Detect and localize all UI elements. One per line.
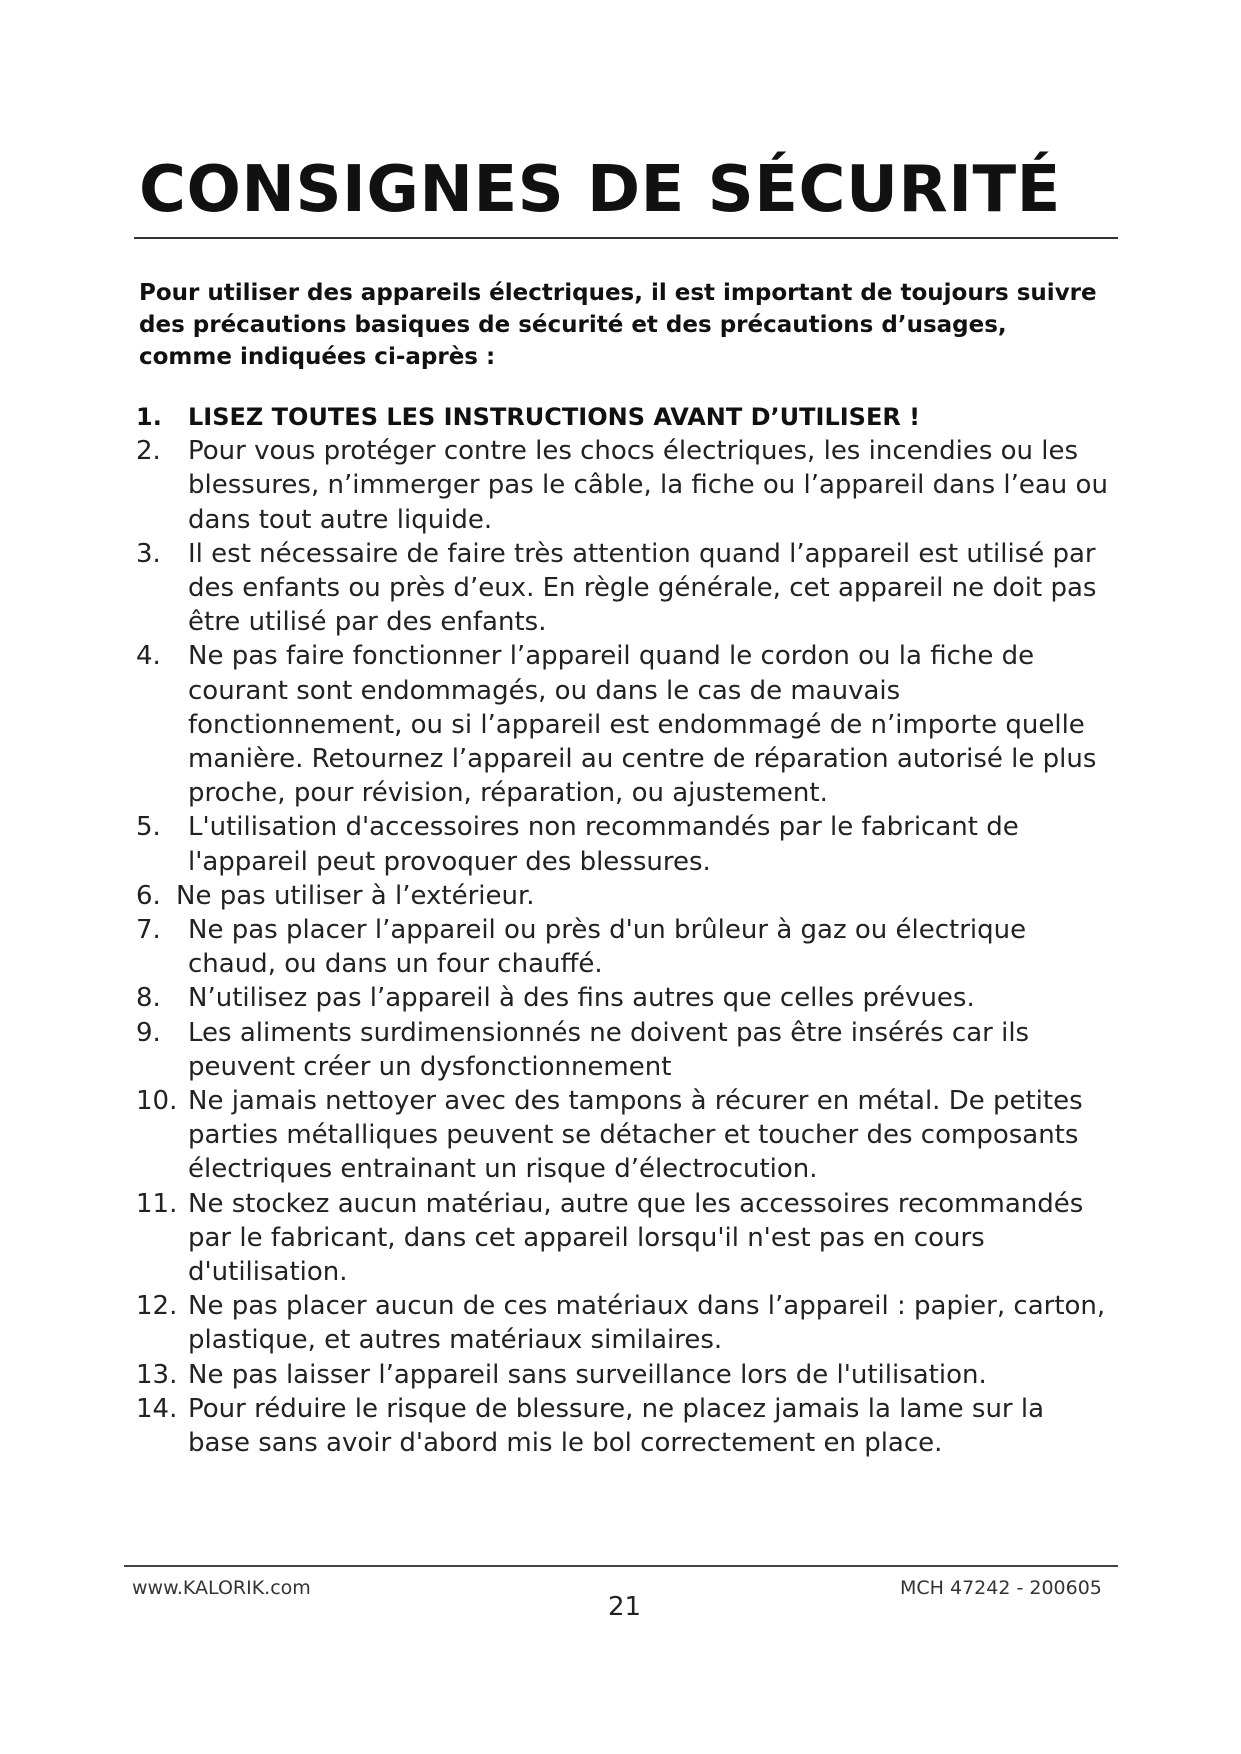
item-number: 6. (136, 880, 161, 911)
item-text: Pour réduire le risque de blessure, ne placez jamais la lame sur la base sans avoir d'abord mis le bol correctement en place. (188, 1393, 1045, 1459)
item-text: Ne pas laisser l’appareil sans surveillance lors de l'utilisation. (188, 1359, 987, 1390)
item-text: LISEZ TOUTES LES INSTRUCTIONS AVANT D’UTILISER ! (188, 403, 921, 431)
intro-paragraph: Pour utiliser des appareils électriques, il est important de toujours suivre des précautions basiques de sécurité et des précautions d’usages, comme indiquées ci-après : (139, 280, 1097, 370)
item-number: 12. (136, 1291, 178, 1322)
item-number: 8. (136, 983, 161, 1014)
item-number: 5. (136, 812, 161, 843)
footer-divider (124, 1565, 1118, 1567)
list-item (136, 913, 1111, 981)
list-item (136, 810, 1111, 878)
list-item (136, 1084, 1111, 1187)
list-item (136, 434, 1111, 537)
list-item (136, 981, 1111, 1015)
item-text: Ne pas placer aucun de ces matériaux dans l’appareil : papier, carton, plastique, et autres matériaux similaires. (188, 1291, 1106, 1356)
item-number: 11. (136, 1188, 178, 1219)
page-number: 21 (608, 1592, 642, 1622)
item-text: Les aliments surdimensionnés ne doivent pas être insérés car ils peuvent créer un dysfonctionnement (188, 1017, 1030, 1082)
item-number: 1. (136, 403, 162, 431)
page-title: CONSIGNES DE SÉCURITÉ (139, 153, 1061, 227)
item-number: 10. (136, 1086, 178, 1117)
item-text: L'utilisation d'accessoires non recommandés par le fabricant de l'appareil peut provoquer des blessures. (188, 812, 1019, 877)
item-text: Ne pas faire fonctionner l’appareil quand le cordon ou la fiche de courant sont endommagés, ou dans le cas de mauvais fonctionnement, ou si l’appareil est endommagé de n’importe quelle manière. Retournez l’appareil au centre de réparation autorisé le plus proche, pour révision, réparation, ou ajustement. (188, 641, 1097, 809)
list-item (136, 879, 1111, 913)
footer-model-code: MCH 47242 - 200605 (900, 1577, 1102, 1599)
safety-instructions-list (136, 400, 1111, 1460)
footer-website: www.KALORIK.com (132, 1577, 311, 1599)
list-item (136, 1289, 1111, 1357)
list-item (136, 1016, 1111, 1084)
item-text: Ne pas utiliser à l’extérieur. (176, 880, 535, 911)
list-item (136, 639, 1111, 810)
item-number: 2. (136, 436, 161, 467)
item-number: 14. (136, 1393, 178, 1424)
item-number: 4. (136, 641, 161, 672)
item-text: Ne pas placer l’appareil ou près d'un brûleur à gaz ou électrique chaud, ou dans un four chauffé. (188, 915, 1027, 980)
list-item (136, 537, 1111, 640)
item-text: Pour vous protéger contre les chocs électriques, les incendies ou les blessures, n’immerger pas le câble, la fiche ou l’appareil dans l’eau ou dans tout autre liquide. (188, 436, 1108, 535)
list-item (136, 1187, 1111, 1290)
title-divider (134, 237, 1118, 239)
list-item (136, 400, 1111, 434)
item-number: 13. (136, 1359, 178, 1390)
item-number: 9. (136, 1017, 161, 1048)
item-text: Ne jamais nettoyer avec des tampons à récurer en métal. De petites parties métalliques peuvent se détacher et toucher des composants électriques entrainant un risque d’électrocution. (188, 1086, 1083, 1185)
item-number: 3. (136, 538, 161, 569)
item-text: Ne stockez aucun matériau, autre que les accessoires recommandés par le fabricant, dans cet appareil lorsqu'il n'est pas en cours d'utilisation. (188, 1188, 1084, 1288)
item-text: Il est nécessaire de faire très attention quand l’appareil est utilisé par des enfants ou près d’eux. En règle générale, cet appareil ne doit pas être utilisé par des enfants. (188, 538, 1097, 638)
list-item (136, 1392, 1111, 1460)
item-number: 7. (136, 915, 161, 946)
item-text: N’utilisez pas l’appareil à des fins autres que celles prévues. (188, 983, 975, 1014)
list-item (136, 1358, 1111, 1392)
